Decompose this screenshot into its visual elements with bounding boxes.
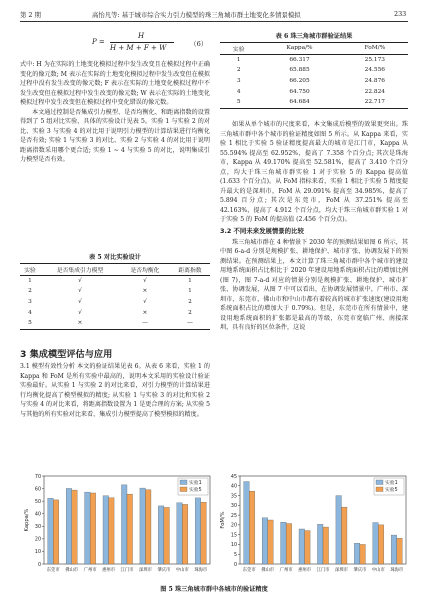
y-axis-label: FoM/%: [220, 511, 226, 529]
bar: [397, 538, 403, 564]
table-cell: √: [143, 299, 147, 306]
table-cell: √: [78, 288, 82, 295]
x-tick-label: 中山市: [175, 568, 189, 573]
y-tick-label: 40: [34, 512, 41, 518]
y-tick-label: 15: [230, 533, 237, 539]
bar: [249, 491, 255, 564]
bar: [66, 488, 72, 564]
x-tick-label: 惠州市: [102, 568, 116, 573]
x-tick-label: 深圳市: [334, 568, 348, 573]
x-tick-label: 珠海市: [390, 568, 404, 573]
table-cell: 5: [236, 99, 241, 106]
table5-header-cell: 实验: [24, 267, 36, 274]
table-cell: 22.717: [364, 99, 385, 106]
table-row: [220, 97, 408, 108]
table-cell: 66.205: [289, 78, 310, 85]
bar: [72, 490, 78, 564]
table-cell: 1: [28, 277, 32, 284]
x-tick-label: 肇庆市: [353, 568, 367, 573]
figure5-chart-fom: [218, 470, 410, 580]
table-row: [220, 54, 408, 65]
table-row: [20, 297, 210, 308]
x-tick-label: 东莞市: [46, 568, 60, 573]
running-title: 高怡凡等: 基于城市综合实力引力模型的珠三角城市群土地变化多情景模拟: [92, 11, 301, 19]
x-tick-label: 广州市: [83, 568, 97, 573]
table5-header-cell: 是否均衡化: [130, 267, 160, 274]
bar: [201, 502, 207, 564]
y-tick-label: 45: [230, 474, 237, 480]
table5: [20, 263, 210, 330]
bar: [85, 492, 91, 564]
y-tick-label: 10: [34, 550, 41, 556]
y-tick-label: 40: [230, 484, 237, 490]
y-tick-label: 5: [233, 553, 237, 559]
y-tick-label: 60: [34, 487, 41, 493]
x-tick-label: 江门市: [316, 568, 330, 573]
bar: [140, 488, 146, 564]
x-tick-label: 珠海市: [194, 568, 208, 573]
table5-header-cell: 距离指数: [178, 267, 202, 274]
legend-label: 实验1: [385, 481, 398, 486]
bar: [336, 496, 342, 564]
y-tick-label: 35: [230, 494, 237, 500]
legend-swatch: [180, 487, 187, 492]
right-text-block: [220, 120, 408, 333]
bar: [262, 518, 268, 564]
bar: [53, 500, 59, 564]
table-cell: 2: [28, 288, 32, 295]
bar: [391, 535, 397, 564]
bar: [48, 498, 54, 564]
bar: [164, 507, 170, 564]
table-cell: 2: [236, 67, 241, 74]
bar: [158, 506, 164, 564]
bar: [195, 498, 201, 564]
header-rule: [20, 21, 408, 22]
table-row: [220, 86, 408, 97]
city-accuracy-paragraph: 如果从单个城市的尺度来看，本文集成后模型的效果更突出。珠三角城市群中各个城市的验证精度如图 5 所示。从 Kappa 来看，实验 1 相比于实验 5 验证精度提高最大的城市是江门市，Kappa 从 55.594% 提高至 62.952%，提高了 7.358 个百分点; 其次是珠海市，Kappa 从 49.170% 提高至 52.581%，提高了 3.410 个百分点，均大于珠三角城市群实验 1 对于实验 5 的 Kappa 提高值 (1.633 个百分点)。从 FoM 指标来看，实验 1 相比于实验 5 精度提升最大的是深圳市，FoM 从 29.091% 提高至 34.985%，提高了 5.894 百分点; 其次是东莞市，FoM 从 37.251% 提高至 42.163%，提高了 4.912 个百分点，均大于珠三角城市群实验 1 对于实验 5 的 FoM 的提高值 (2.456 个百分点)。: [220, 121, 408, 224]
table-cell: √: [78, 309, 82, 316]
formula-number: （6）: [190, 40, 208, 48]
table-cell: √: [78, 299, 82, 306]
table6-header-cell: FoM/%: [364, 45, 386, 52]
table-cell: ×: [142, 309, 148, 316]
table-cell: 1: [236, 56, 241, 63]
bar: [341, 507, 347, 564]
issue-number: 第 2 期: [20, 11, 41, 19]
y-tick-label: 70: [34, 474, 41, 480]
scenario-paragraph: 珠三角城市群在 4 种情景下 2030 年的预测结果如图 6 所示，其中图 6-a-d 分别是规模扩张、耕地保护、城市扩张、协调发展下的预测结果。在预测结果上，本文计算了珠三角城市群中各个城市的建设用地系统面积占比相比于 2020 年建设用地系统面积占比的增加比例(图 7)，图 7-a-d 对应的情景分别是规模扩张、耕地保护、城市扩张、协调发展，从图 7 中可以看出，在协调发展情景中，广州市、深圳市、东莞市、佛山市和中山市都有着较高的城市扩张速度(建设用地系统面积占比的增加大于 0.79%)。但是，东莞市在所有情景中，建设用地系统面积的扩张都是最高的等级，东莞市宽临广州、南接深圳，具有良好的区位条件，这说: [220, 238, 408, 332]
x-tick-label: 肇庆市: [157, 568, 171, 573]
legend-swatch: [376, 487, 383, 492]
bar: [145, 490, 151, 564]
table-cell: 5: [28, 320, 32, 327]
x-tick-label: 惠州市: [298, 568, 312, 573]
bar: [299, 529, 305, 564]
section-heading: 3 集成模型评估与应用: [20, 349, 113, 360]
bar: [305, 531, 311, 564]
x-tick-label: 佛山市: [261, 568, 275, 573]
table-cell: 64.684: [289, 99, 310, 106]
table-row: [20, 275, 210, 286]
bar: [281, 522, 287, 564]
formula-numerator: H: [138, 32, 145, 40]
table5-header-cell: 是否集成引力模型: [56, 267, 104, 274]
page-number: 233: [394, 10, 407, 18]
table-cell: 24.876: [364, 78, 385, 85]
y-axis-label: Kappa/%: [24, 508, 30, 532]
table-cell: 65.885: [289, 67, 310, 74]
table-row: [220, 76, 408, 87]
table-cell: 22.824: [364, 88, 385, 95]
experiment-design-paragraph: 本文通过控制是否集成引力模型、是否均衡化、和距离指数的设置得到了 5 组对比实验，具体的实验设计见表 5。实验 1 与实验 2 的对比、实验 3 与实验 4 的对比用于说明引力模型的计算结果进行均衡化是否有效; 实验 1 与实验 3 的对比、实验 2 与实验 4 的对比用于说明距离指数采用哪个更合适; 实验 1 ~ 4 与实验 5 的对比，说明集成引力模型是否有效。: [20, 108, 210, 164]
table-cell: —: [142, 320, 148, 327]
table-row: [220, 65, 408, 76]
table-cell: 4: [28, 309, 32, 316]
table6: [220, 42, 408, 109]
bar: [177, 503, 183, 564]
bar: [182, 504, 188, 564]
table-cell: 66.317: [289, 56, 310, 63]
figure5-chart-kappa: [22, 470, 214, 580]
table-cell: 2: [188, 309, 192, 316]
y-tick-label: 50: [34, 499, 41, 505]
table-cell: √: [78, 277, 82, 284]
x-tick-label: 深圳市: [138, 568, 152, 573]
table-cell: 25.173: [364, 56, 385, 63]
x-tick-label: 广州市: [279, 568, 293, 573]
y-tick-label: 25: [230, 513, 237, 519]
bar: [323, 527, 329, 564]
table-cell: 1: [188, 277, 192, 284]
table-cell: ×: [77, 320, 83, 327]
table6-caption: 表 6 珠三角城市群验证结果: [275, 33, 353, 40]
legend-label: 实验1: [189, 481, 202, 486]
table-cell: 3: [236, 78, 241, 85]
bar: [244, 482, 250, 564]
model-validity-paragraph: 3.1 模型有效性分析 本文的验证结果见表 6。从表 6 来看，实验 1 的 Kappa 和 FoM 是所有实验中最高的，说明本文采用的实验设计验证实验最好。从实验 1 与实验 2 的对比来看，对引力模型的计算结果进行均衡化提高了模型模拟的精度; 从实验 1 与实验 3 的对比和实验 2 与实验 4 的对比来看，将距离指数设置为 1 是更合理的方案; 从实验 5 与其他的所有实验对比来看，集成引力模型提高了模型模拟的精度。: [20, 363, 210, 418]
table6-header-cell: Kappa/%: [286, 45, 313, 52]
table-cell: 1: [188, 288, 192, 295]
bar: [354, 543, 360, 564]
table-row: [20, 307, 210, 318]
legend-swatch: [376, 480, 383, 485]
formula-fraction-bar: [110, 42, 174, 43]
x-tick-label: 东莞市: [242, 568, 256, 573]
bar: [373, 523, 379, 564]
x-tick-label: 中山市: [371, 568, 385, 573]
legend-label: 实验5: [189, 488, 202, 493]
table-row: [20, 286, 210, 297]
figure5-caption: 图 5 珠三角城市群中各城市的验证精度: [160, 586, 268, 593]
left-text-block: [20, 60, 210, 165]
table-row: [20, 318, 210, 329]
y-tick-label: 20: [34, 537, 41, 543]
bar: [268, 520, 274, 564]
bar: [109, 498, 115, 564]
table-cell: 3: [28, 299, 32, 306]
y-tick-label: 30: [34, 525, 41, 531]
variable-definitions: 式中: H 为在实际的土地变化模拟过程中发生改变且在模拟过程中正确变化的像元数; M 表示在实际的土地变化模拟过程中发生改变但在模拟过程中没有发生改变的像元数; F 表示在实际的土地变化模拟过程中不发生改变但在模拟过程中发生改变的像元数; W 表示在实际的土地变化模拟过程中发生改变但在模拟过程中变化错误的像元数。: [20, 61, 210, 107]
y-tick-label: 0: [233, 562, 237, 568]
table-cell: √: [143, 277, 147, 284]
bar: [127, 494, 133, 564]
table6-header-cell: 实验: [232, 46, 245, 53]
bar: [121, 485, 127, 564]
y-tick-label: 30: [230, 504, 237, 510]
x-tick-label: 佛山市: [65, 568, 79, 573]
bar: [103, 496, 109, 564]
bar: [90, 493, 96, 564]
legend-swatch: [180, 480, 187, 485]
table-cell: 24.556: [364, 67, 385, 74]
table-cell: ×: [142, 288, 148, 295]
bar: [317, 524, 323, 564]
table5-caption: 表 5 对比实验设计: [89, 254, 141, 261]
y-tick-label: 0: [37, 562, 41, 568]
formula-denominator: H + M + F + W: [110, 44, 167, 52]
y-tick-label: 20: [230, 523, 237, 529]
bar: [286, 524, 292, 564]
table-cell: —: [187, 320, 193, 327]
formula-lhs: P =: [92, 38, 105, 46]
table-cell: 64.750: [289, 88, 310, 95]
bar: [360, 544, 366, 564]
y-tick-label: 10: [230, 543, 237, 549]
x-tick-label: 江门市: [120, 568, 134, 573]
table-cell: 2: [188, 299, 192, 306]
subsection-heading: 3.2 不同未来发展情景的比较: [220, 227, 304, 236]
legend-label: 实验5: [385, 488, 398, 493]
table-cell: 4: [236, 88, 241, 95]
bar: [378, 525, 384, 564]
